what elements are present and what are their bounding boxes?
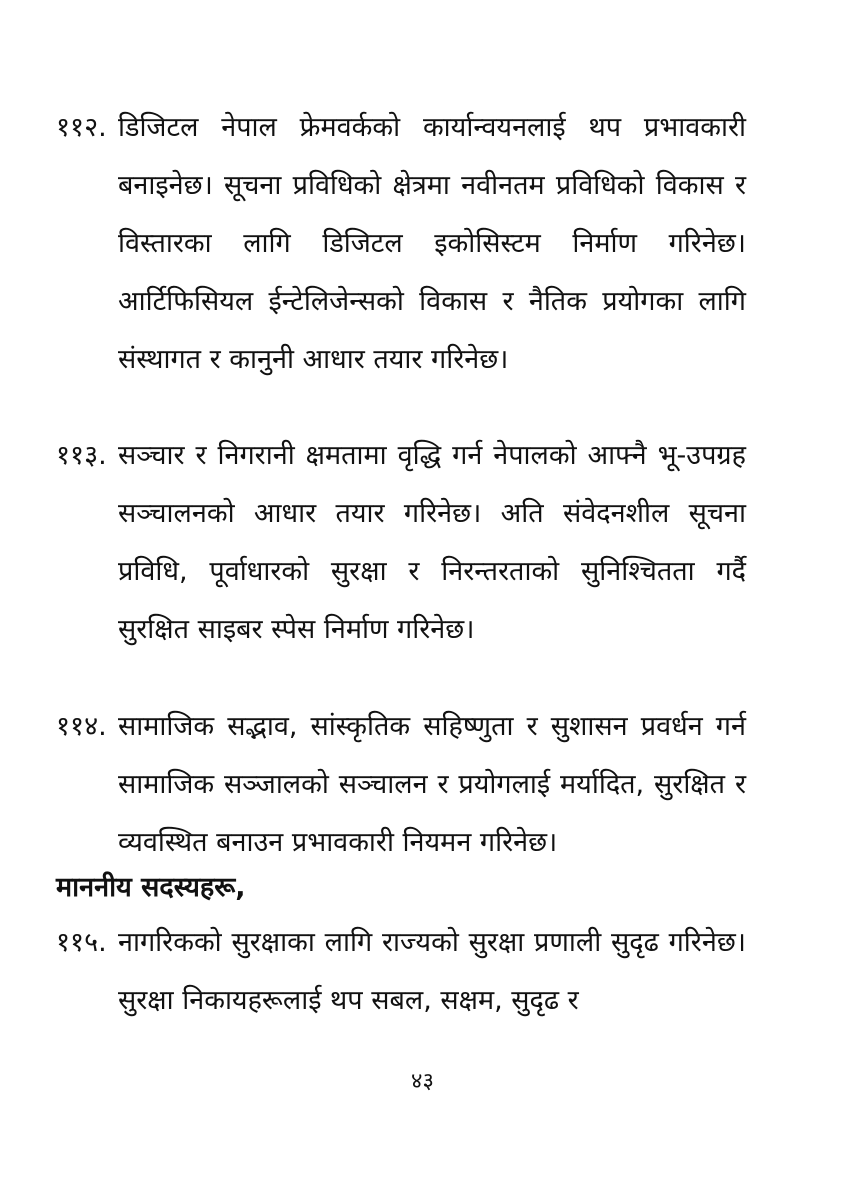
paragraph-number: ११३. [56,440,107,471]
paragraph-text: सामाजिक सद्भाव, सांस्कृतिक सहिष्णुता र सुशासन प्रवर्धन गर्न सामाजिक सञ्जालको सञ्चालन र प्रयोगलाई मर्यादित, सुरक्षित र व्यवस्थित बनाउन प्रभावकारी नियमन गरिनेछ। [118,711,746,858]
paragraph-113 [56,427,746,659]
page-number: ४३ [411,1069,434,1094]
paragraph-text: नागरिकको सुरक्षाका लागि राज्यको सुरक्षा प्रणाली सुदृढ गरिनेछ। सुरक्षा निकायहरूलाई थप सबल, सक्षम, सुदृढ र [118,927,746,1016]
paragraph-112 [56,99,746,389]
paragraph-text: सञ्चार र निगरानी क्षमतामा वृद्धि गर्न नेपालको आफ्नै भू-उपग्रह सञ्चालनको आधार तयार गरिनेछ। अति संवेदनशील सूचना प्रविधि, पूर्वाधारको सुरक्षा र निरन्तरताको सुनिश्चितता गर्दै सुरक्षित साइबर स्पेस निर्माण गरिनेछ। [118,440,746,645]
paragraph-number: ११५. [56,927,107,958]
paragraph-115 [56,914,746,1030]
paragraph-number: ११२. [56,112,107,143]
paragraph-114 [56,698,746,872]
paragraph-text: डिजिटल नेपाल फ्रेमवर्कको कार्यान्वयनलाई थप प्रभावकारी बनाइनेछ। सूचना प्रविधिको क्षेत्रमा नवीनतम प्रविधिको विकास र विस्तारका लागि डिजिटल इकोसिस्टम निर्माण गरिनेछ। आर्टिफिसियल ईन्टेलिजेन्सको विकास र नैतिक प्रयोगका लागि संस्थागत र कानुनी आधार तयार गरिनेछ। [118,112,746,375]
paragraph-number: ११४. [56,711,107,742]
section-heading: माननीय सदस्यहरू, [56,872,246,903]
